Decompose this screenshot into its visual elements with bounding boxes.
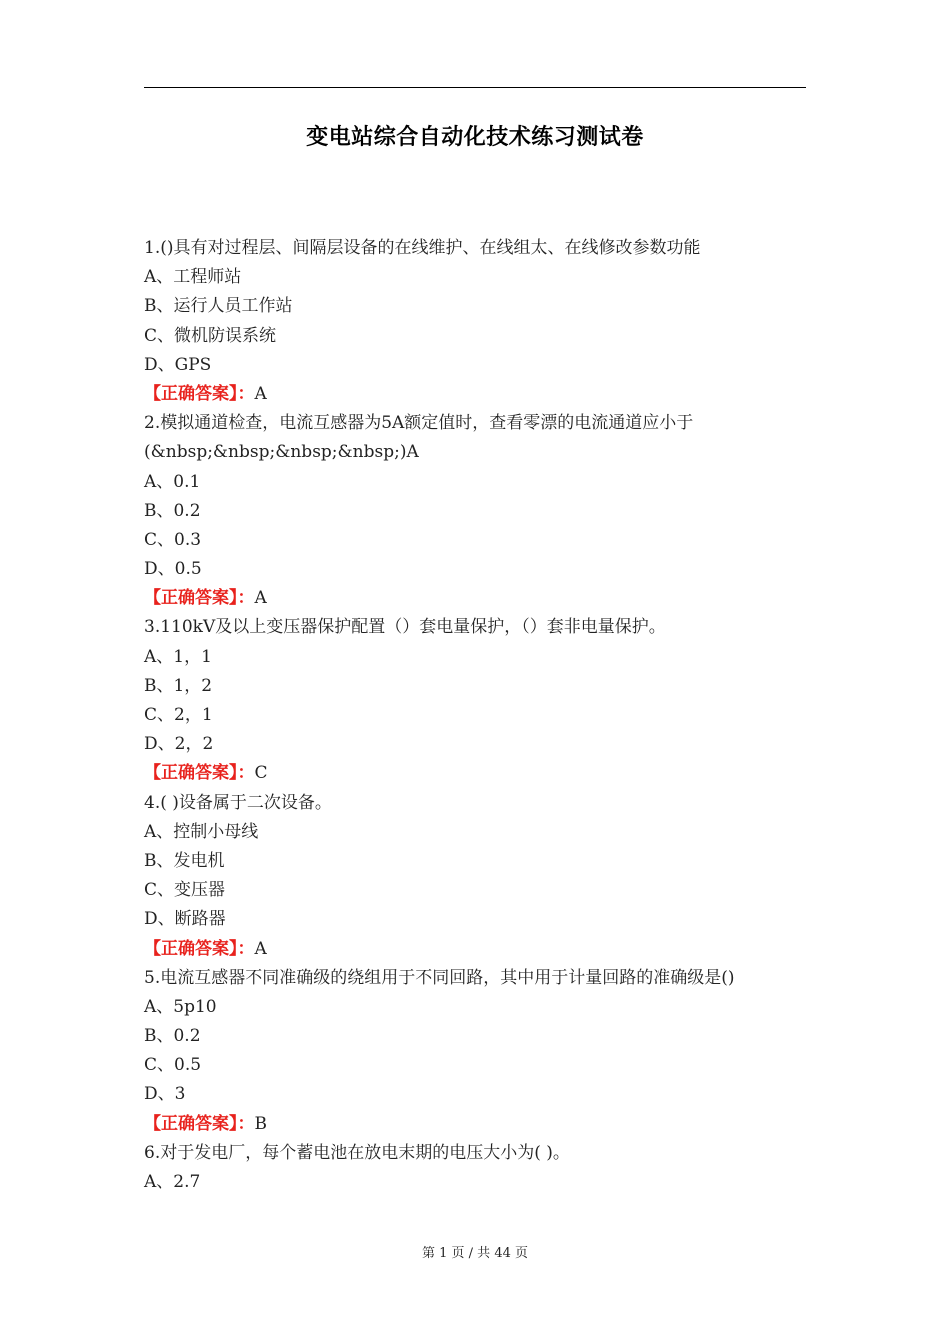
question-stem: 1.()具有对过程层、间隔层设备的在线维护、在线组太、在线修改参数功能 (144, 238, 701, 258)
question-stem: 2.模拟通道检查，电流互感器为5A额定值时，查看零漂的电流通道应小于(&nbsp;&nbsp;&nbsp;&nbsp;)A (144, 413, 694, 463)
question-1 (144, 234, 806, 409)
answer-line (144, 935, 806, 964)
question-stem: 3.110kV及以上变压器保护配置（）套电量保护，（）套非电量保护。 (144, 617, 666, 638)
answer-line (144, 584, 806, 613)
question-stem: 4.( )设备属于二次设备。 (144, 792, 332, 813)
option-b: B、0.2 (144, 1026, 201, 1047)
question-6 (144, 1139, 806, 1197)
question-stem: 5.电流互感器不同准确级的绕组用于不同回路，其中用于计量回路的准确级是() (144, 967, 735, 988)
option-a: A、0.1 (144, 471, 201, 492)
option-c: C、0.3 (144, 529, 202, 550)
option-c: C、0.5 (144, 1055, 202, 1076)
answer-label: 【正确答案】： (144, 938, 255, 959)
option-b: B、运行人员工作站 (144, 296, 293, 317)
answer-line (144, 1110, 806, 1139)
question-4 (144, 789, 806, 964)
header-rule (144, 87, 806, 88)
question-2 (144, 409, 806, 613)
option-b: B、1，2 (144, 675, 213, 696)
option-d: D、GPS (144, 354, 212, 375)
answer-line (144, 380, 806, 409)
answer-label: 【正确答案】： (144, 588, 255, 609)
answer-value: A (254, 588, 267, 609)
question-stem: 6.对于发电厂，每个蓄电池在放电末期的电压大小为( )。 (144, 1142, 570, 1163)
option-b: B、发电机 (144, 850, 225, 871)
option-d: D、断路器 (144, 909, 226, 930)
option-c: C、变压器 (144, 880, 226, 901)
option-d: D、2，2 (144, 734, 214, 755)
answer-line (144, 759, 806, 788)
answer-label: 【正确答案】： (144, 1113, 255, 1134)
option-a: A、工程师站 (144, 267, 242, 288)
answer-label: 【正确答案】： (144, 383, 255, 404)
answer-value: A (254, 938, 267, 959)
option-a: A、5p10 (144, 996, 217, 1017)
option-a: A、控制小母线 (144, 821, 259, 842)
option-a: A、1，1 (144, 646, 212, 667)
question-list (144, 234, 806, 1197)
option-c: C、微机防误系统 (144, 325, 277, 346)
answer-label: 【正确答案】： (144, 763, 255, 784)
document-title: 变电站综合自动化技术练习测试卷 (306, 125, 644, 150)
answer-value: A (254, 383, 267, 404)
option-d: D、0.5 (144, 559, 202, 580)
question-3 (144, 613, 806, 788)
option-a: A、2.7 (144, 1172, 201, 1193)
option-c: C、2，1 (144, 705, 213, 726)
question-5 (144, 964, 806, 1139)
answer-value: B (254, 1113, 267, 1134)
page-footer: 第 1 页 / 共 44 页 (422, 1246, 528, 1261)
option-b: B、0.2 (144, 500, 201, 521)
answer-value: C (254, 763, 268, 784)
option-d: D、3 (144, 1084, 186, 1105)
